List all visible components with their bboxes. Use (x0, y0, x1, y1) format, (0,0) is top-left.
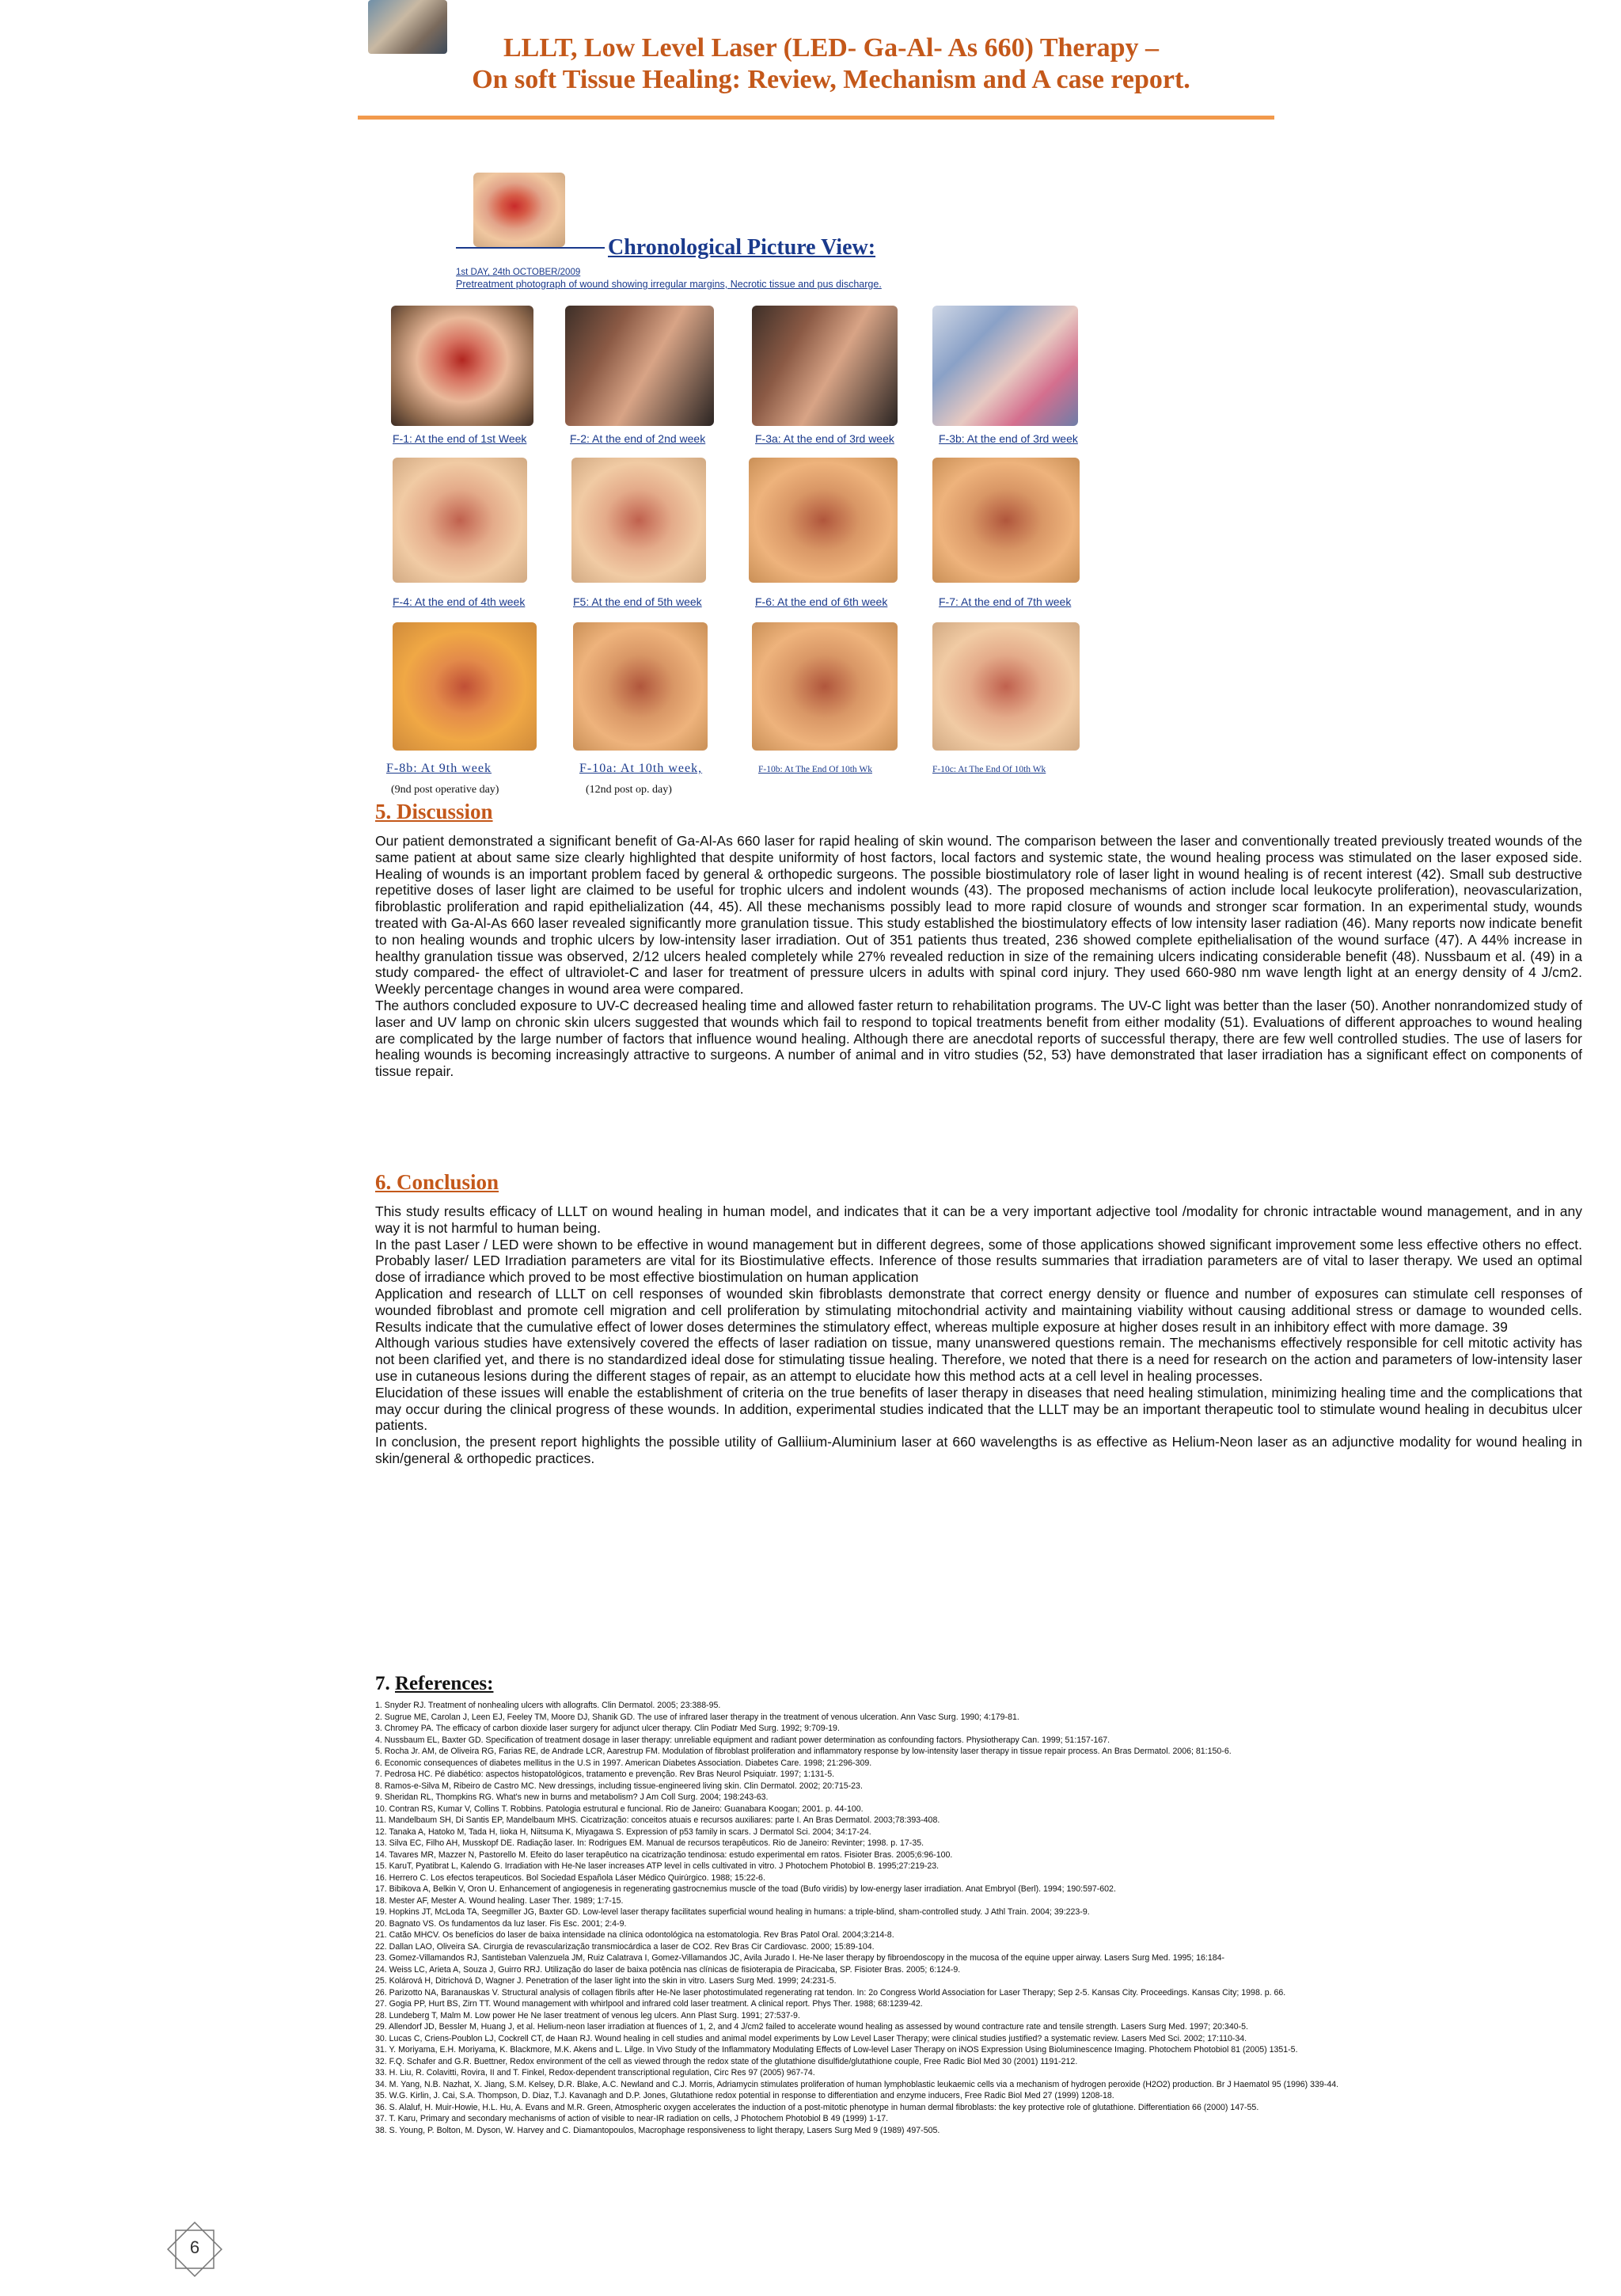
reference-item: 22. Dallan LAO, Oliveira SA. Cirurgia de revascularização transmiocárdica a laser de CO2. Rev Bras Cir Cardiovasc. 2000; 15:89-104. (375, 1941, 875, 1952)
reference-item: 13. Silva EC, Filho AH, Musskopf DE. Radiação laser. In: Rodrigues EM. Manual de recursos terapêuticos. Rio de Janeiro: Revinter; 1998. p. 17-35. (375, 1838, 924, 1848)
reference-item: 25. Kolárová H, Ditrichová D, Wagner J. Penetration of the laser light into the skin in vitro. Lasers Surg Med. 1999; 24:231-5. (375, 1976, 837, 1986)
reference-item: 23. Gomez-Villamandos RJ, Santisteban Valenzuela JM, Ruiz Calatrava I, Gomez-Villamandos JC, Avila Jurado I. He-Ne laser therapy by fibroendoscopy in the mucosa of the equine upper airway. Lasers Surg Med. 1995; 16:184- (375, 1953, 1225, 1963)
reference-item: 29. Allendorf JD, Bessler M, Huang J, et al. Helium-neon laser irradiation at fluences of 1, 2, and 4 J/cm2 failed to accelerate wound healing as assessed by wound contracture rate and tensile strength. Lasers Surg Med. 1997; 20:340-5. (375, 2022, 1248, 2032)
photo-f3a (752, 306, 898, 426)
caption-f5: F5: At the end of 5th week (573, 595, 702, 608)
conclusion-paragraph: In conclusion, the present report highlights the possible utility of Galliium-Aluminium laser at 660 wavelengths is as effective as Helium-Neon laser as an adjunctive modality for wound healing in skin/general & orthopedic practices. (375, 1434, 1582, 1466)
caption-f6: F-6: At the end of 6th week (755, 595, 888, 608)
day-caption: 1st DAY, 24th OCTOBER/2009 (456, 268, 581, 277)
reference-item: 35. W.G. Kirlin, J. Cai, S.A. Thompson, D. Diaz, T.J. Kavanagh and D.P. Jones, Glutathione redox potential in response to differentiation and enzyme inducers, Free Radic Biol Med 27 (1999) 1208-18. (375, 2091, 1114, 2100)
photo-f10b (752, 622, 898, 751)
reference-item: 15. KaruT, Pyatibrat L, Kalendo G. Irradiation with He-Ne laser increases ATP level in cells cultivated in vitro. J Photochem Photobiol B. 1995;27:219-23. (375, 1861, 940, 1871)
photo-f10c (932, 622, 1080, 751)
photo-f7 (932, 458, 1080, 583)
reference-item: 5. Rocha Jr. AM, de Oliveira RG, Farias RE, de Andrade LCR, Aarestrup FM. Modulation of fibroblast proliferation and inflammatory response by low-intensity laser therapy in tissue repair process. An Bras Dermatol. 2006; 81:150-6. (375, 1747, 1232, 1756)
reference-item: 34. M. Yang, N.B. Nazhat, X. Jiang, S.M. Kelsey, D.R. Blake, A.C. Newland and C.J. Morris, Adriamycin stimulates proliferation of human lymphoblastic leukaemic cells via a mechanism of hydrogen peroxide (H2O2) production. Br J Haematol 95 (1996) 339-44. (375, 2079, 1339, 2089)
reference-item: 2. Sugrue ME, Carolan J, Leen EJ, Feeley TM, Moore DJ, Shanik GD. The use of infrared laser therapy in the treatment of venous ulceration. Ann Vasc Surg. 1990; 4:179-81. (375, 1712, 1019, 1722)
reference-item: 19. Hopkins JT, McLoda TA, Seegmiller JG, Baxter GD. Low-level laser therapy facilitates superficial wound healing in humans: a triple-blind, sham-controlled study. J Athl Train. 2004; 39:223-9. (375, 1907, 1090, 1917)
photo-f4 (393, 458, 527, 583)
reference-item: 37. T. Karu, Primary and secondary mechanisms of action of visible to near-IR radiation on cells, J Photochem Photobiol B 49 (1999) 1-17. (375, 2114, 889, 2123)
reference-item: 32. F.Q. Schafer and G.R. Buettner, Redox environment of the cell as viewed through the redox state of the glutathione disulfide/glutathione couple, Free Radic Biol Med 30 (2001) 1191-212. (375, 2056, 1078, 2066)
reference-item: 24. Weiss LC, Arieta A, Souza J, Guirro RRJ. Utilização do laser de baixa potência nas clínicas de fisioterapia de Piracicaba, SP. Fisioter Bras. 2005; 6:124-9. (375, 1964, 961, 1975)
conclusion-paragraph: This study results efficacy of LLLT on wound healing in human model, and indicates that it can be a very important adjective tool /modality for chronic intractable wound management, and in any way it is not harmful to human being. (375, 1203, 1582, 1236)
photo-f3b (932, 306, 1078, 426)
gallery-heading: Chronological Picture View: (608, 235, 876, 260)
reference-item: 17. Bibikova A, Belkin V, Oron U. Enhancement of angiogenesis in regenerating gastrocnemius muscle of the toad (Bufo viridis) by low-energy laser irradiation. Anat Embryol (Berl). 1994; 190:597-602. (375, 1884, 1116, 1894)
reference-item: 12. Tanaka A, Hatoko M, Tada H, Iioka H, Niitsuma K, Miyagawa S. Expression of p53 family in scars. J Dermatol Sci. 2004; 34:17-24. (375, 1827, 871, 1837)
page-title-line-2: On soft Tissue Healing: Review, Mechanism and A case report. (472, 65, 1190, 94)
photo-f8b (393, 622, 537, 751)
reference-item: 30. Lucas C, Criens-Poublon LJ, Cockrell CT, de Haan RJ. Wound healing in cell studies and animal model experiments by Low Level Laser Therapy; were clinical studies justified? a systematic review. Lasers Med Sci. 2002; 17:110-34. (375, 2033, 1247, 2043)
discussion-heading: 5. Discussion (375, 800, 493, 823)
heading-underline-left (456, 247, 605, 249)
conclusion-heading: 6. Conclusion (375, 1170, 499, 1194)
reference-item: 27. Gogia PP, Hurt BS, Zirn TT. Wound management with whirlpool and infrared cold laser treatment. A clinical report. Phys Ther. 1988; 68:1239-42. (375, 1999, 923, 2009)
reference-item: 31. Y. Moriyama, E.H. Moriyama, K. Blackmore, M.K. Akens and L. Lilge. In Vivo Study of the Inflammatory Modulating Effects of Low-level Laser Therapy on iNOS Expression Using Bioluminescence Imaging. Photochem Photobiol 81 (2005) 1351-5. (375, 2045, 1298, 2055)
reference-item: 3. Chromey PA. The efficacy of carbon dioxide laser surgery for adjunct ulcer therapy. Clin Podiatr Med Surg. 1992; 9:709-19. (375, 1724, 840, 1733)
conclusion-paragraph: In the past Laser / LED were shown to be effective in wound management but in different degrees, some of those applications showed significant improvement some less effective others no effect. Probably laser/ LED Irradiation parameters are vital for its Biostimulative effects. Inference of those results summaries that irradiation parameters are of vital to laser therapy. We used an optimal dose of irradiance which proved to be most effective biostimulation on human application (375, 1236, 1582, 1286)
reference-item: 11. Mandelbaum SH, Di Santis EP, Mandelbaum MHS. Cicatrização: conceitos atuais e recursos auxiliares: parte I. An Bras Dermatol. 2003;78:393-408. (375, 1815, 940, 1825)
reference-item: 7. Pedrosa HC. Pé diabético: aspectos histopatológicos, tratamento e prevenção. Rev Bras Neurol Psiquiatr. 1997; 1:131-5. (375, 1770, 835, 1779)
reference-item: 8. Ramos-e-Silva M, Ribeiro de Castro MC. New dressings, including tissue-engineered living skin. Clin Dermatol. 2002; 20:715-23. (375, 1781, 863, 1791)
subcaption-f8b: (9nd post operative day) (391, 784, 499, 796)
reference-item: 21. Catão MHCV. Os benefícios do laser de baixa intensidade na clínica odontológica na estomatologia. Rev Bras Patol Oral. 2004;3:214-8. (375, 1930, 894, 1940)
reference-item: 16. Herrero C. Los efectos terapeuticos. Bol Sociedad Española Láser Médico Quirúrgico. 1988; 15:22-6. (375, 1872, 765, 1883)
photo-f10a (573, 622, 708, 751)
reference-item: 28. Lundeberg T, Malm M. Low power He Ne laser treatment of venous leg ulcers. Ann Plast Surg. 1991; 27:537-9. (375, 2010, 800, 2020)
reference-item: 6. Economic consequences of diabetes mellitus in the U.S in 1997. American Diabetes Association. Diabetes Care. 1998; 21:296-309. (375, 1758, 872, 1768)
caption-f10a: F-10a: At 10th week, (579, 762, 703, 775)
caption-f2: F-2: At the end of 2nd week (570, 432, 706, 445)
photo-f6 (749, 458, 898, 583)
reference-item: 26. Parizotto NA, Baranauskas V. Structural analysis of collagen fibrils after He-Ne laser photostimulated regenerating rat tendon. In: 2o Congress World Association for Laser Therapy; Sep 2-5. Kansas City. Proceedings. Kansas City; 1998. p. 66. (375, 1987, 1286, 1998)
pretreatment-caption: Pretreatment photograph of wound showing irregular margins, Necrotic tissue and pus discharge. (456, 279, 882, 290)
photo-f1 (391, 306, 533, 426)
pretreatment-photo (473, 173, 565, 247)
caption-f10b: F-10b: At The End Of 10th Wk (758, 765, 872, 774)
reference-item: 9. Sheridan RL, Thompkins RG. What's new in burns and metabolism? J Am Coll Surg. 2004; 198:243-63. (375, 1792, 769, 1802)
page-number: 6 (189, 2237, 200, 2257)
references-heading (375, 1673, 493, 1695)
conclusion-paragraph: Although various studies have extensively covered the effects of laser radiation on tissue, many unanswered questions remain. The mechanisms effectively responsible for cell mitotic activity has not been clarified yet, and there is no standardized ideal dose for stimulating tissue healing. Therefore, we noted that there is a need for research on the action and parameters of low-intensity laser use in cutaneous lesions during the different stages of repair, as an attempt to elucidate how this method acts at a cell level in healing processes. (375, 1335, 1582, 1384)
caption-f1: F-1: At the end of 1st Week (393, 432, 527, 445)
photo-f5 (571, 458, 706, 583)
caption-f7: F-7: At the end of 7th week (939, 595, 1072, 608)
reference-item: 20. Bagnato VS. Os fundamentos da luz laser. Fis Esc. 2001; 2:4-9. (375, 1918, 627, 1929)
caption-f8b: F-8b: At 9th week (386, 762, 492, 775)
caption-f4: F-4: At the end of 4th week (393, 595, 526, 608)
caption-f3a: F-3a: At the end of 3rd week (755, 432, 894, 445)
subcaption-f10a: (12nd post op. day) (586, 784, 672, 796)
references-title: References: (395, 1673, 494, 1694)
reference-item: 10. Contran RS, Kumar V, Collins T. Robbins. Patologia estrutural e funcional. Rio de Janeiro: Guanabara Koogan; 2001. p. 44-100. (375, 1804, 864, 1814)
references-list (375, 1700, 1586, 2136)
references-number: 7. (375, 1673, 390, 1694)
reference-item: 36. S. Alaluf, H. Muir-Howie, H.L. Hu, A. Evans and M.R. Green, Atmospheric oxygen accelerates the induction of a post-mitotic phenotype in human dermal fibroblasts: the key protective role of glutathione. Differentiation 66 (2000) 147-55. (375, 2102, 1259, 2112)
reference-item: 1. Snyder RJ. Treatment of nonhealing ulcers with allografts. Clin Dermatol. 2005; 23:388-95. (375, 1701, 721, 1710)
discussion-body (375, 833, 1582, 1080)
reference-item: 38. S. Young, P. Bolton, M. Dyson, W. Harvey and C. Diamantopoulos, Macrophage responsiveness to light therapy, Lasers Surg Med 9 (1989) 497-505. (375, 2125, 940, 2135)
reference-item: 4. Nussbaum EL, Baxter GD. Specification of treatment dosage in laser therapy: unreliable equipment and radiant power determination as confounding factors. Physiotherapy Can. 1999; 51:157-167. (375, 1735, 1110, 1745)
discussion-paragraph: Our patient demonstrated a significant benefit of Ga-Al-As 660 laser for rapid healing of skin wound. The comparison between the laser and conventionally treated previously treated wounds of the same patient at about same size clearly highlighted that despite uniformity of host factors, local factors and systemic state, the wound healing process was stimulated on the laser exposed side. Healing of wounds is an important problem faced by general & orthopedic surgeons. The possible biostimulatory role of laser light in wound healing is of recent interest (42). Small sub destructive repetitive doses of laser light are claimed to be useful for trophic ulcers and indolent wounds (43). The proposed mechanisms of action include local leukocyte proliferation), neovascularization, fibroblastic proliferation and rapid epithelialization (44, 45). All these mechanisms possibly lead to more rapid closure of wounds and stronger scar formation. In an experimental study, wounds treated with Ga-Al-As 660 laser revealed significantly more granulation tissue. This study established the biostimulatory effects of low intensity laser radiation (46). Many reports now indicate benefit to non healing wounds and trophic ulcers by low-intensity laser irradiation. Out of 351 patients thus treated, 236 showed complete epithelialisation of the wound surface (47). A 44% increase in healthy granulation tissue was observed, 2/12 ulcers healed completely while 27% revealed reduction in size of the remaining ulcers indicating considerable benefit (48). Nussbaum et al. (49) in a study compared- the effect of ultraviolet-C and laser for treatment of pressure ulcers in adults with spinal cord injury. They used 660-980 nm wave length light at an energy density of 4 J/cm2. Weekly percentage changes in wound area were compared. (375, 833, 1582, 998)
caption-f10c: F-10c: At The End Of 10th Wk (932, 765, 1046, 774)
photo-f2 (565, 306, 714, 426)
conclusion-paragraph: Application and research of LLLT on cell responses of wounded skin fibroblasts demonstrate that correct energy density or fluence and number of exposures can stimulate cell responses of wounded fibroblast and promote cell migration and cell proliferation by stimulating mitochondrial activity and maintaining viability without causing additional stress or damage to wounded cells. Results indicate that the cumulative effect of lower doses determines the stimulatory effect, whereas multiple exposure at higher doses result in an inhibitory effect with more damage. 39 (375, 1285, 1582, 1335)
caption-f3b: F-3b: At the end of 3rd week (939, 432, 1078, 445)
header-divider (358, 116, 1274, 120)
reference-item: 18. Mester AF, Mester A. Wound healing. Laser Ther. 1989; 1:7-15. (375, 1895, 624, 1906)
reference-item: 33. H. Liu, R. Colavitti, Rovira, II and T. Finkel, Redox-dependent transcriptional regulation, Circ Res 97 (2005) 967-74. (375, 2068, 815, 2077)
conclusion-paragraph: Elucidation of these issues will enable the establishment of criteria on the true benefits of laser therapy in diseases that need healing stimulation, minimizing healing time and the complications that may occur during the clinical progress of these wounds. In addition, experimental studies indicated that the LLLT may be an important therapeutic tool to stimulate wound healing in decubitus ulcer patients. (375, 1384, 1582, 1434)
page-title-line-1: LLLT, Low Level Laser (LED- Ga-Al- As 660) Therapy – (503, 33, 1160, 63)
reference-item: 14. Tavares MR, Mazzer N, Pastorello M. Efeito do laser terapêutico na cicatrização tendinosa: estudo experimental em ratos. Fisioter Bras. 2005;6:96-100. (375, 1849, 953, 1860)
conclusion-body (375, 1203, 1582, 1467)
discussion-paragraph: The authors concluded exposure to UV-C decreased healing time and allowed faster return to rehabilitation programs. The UV-C light was better than the laser (50). Another nonrandomized study of laser and UV lamp on chronic skin ulcers suggested that wounds which fail to respond to topical treatments benefit from either modality (51). Evaluations of different approaches to wound healing are complicated by the large number of factors that influence wound healing. Although there are anecdotal reports of successful therapy, there are few well controlled studies. The use of lasers for healing wounds is becoming increasingly attractive to surgeons. A number of animal and in vitro studies (52, 53) have demonstrated that laser irradiation has a significant effect on components of tissue repair. (375, 997, 1582, 1080)
